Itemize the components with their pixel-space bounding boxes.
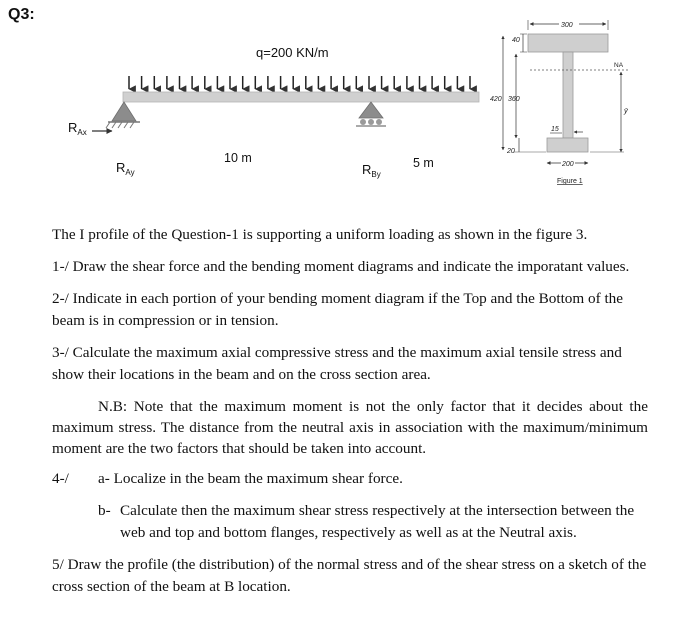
- question-3: 3-/ Calculate the maximum axial compressive stress and the maximum axial tensile stress and show their locations in the beam and on the cross section area.: [52, 344, 622, 383]
- question-1: 1-/ Draw the shear force and the bending moment diagrams and indicate the imporatant values.: [52, 258, 630, 275]
- distributed-load-arrows: [129, 76, 470, 89]
- question-4b-text: Calculate then the maximum shear stress respectively at the intersection between the web and top and bottom flanges, respectively as well as at the Neutral axis.: [120, 502, 635, 541]
- i-section: [490, 19, 630, 185]
- reaction-ay-label: $R_{Ay}$: [116, 160, 135, 177]
- neutral-axis-label: NA: [614, 62, 624, 69]
- figure-3: [0, 0, 700, 205]
- figure-caption: Figure 1: [557, 178, 583, 185]
- flange-thickness-label: 40: [512, 37, 520, 44]
- depth-total-label: 420: [490, 96, 502, 103]
- question-4-number: 4-/: [52, 470, 69, 487]
- web-thickness-label: 15: [551, 126, 559, 133]
- question-2: 2-/ Indicate in each portion of your bending moment diagram if the Top and the Bottom of the beam is in compression or in tension.: [52, 290, 623, 329]
- flange-width-label: 300: [561, 22, 573, 29]
- question-5: 5/ Draw the profile (the distribution) of the normal stress and of the shear stress on a sketch of the cross section of the beam at B location.: [52, 556, 647, 595]
- y-bar-label: ȳ: [624, 106, 628, 115]
- question-label: Q3:: [8, 6, 35, 23]
- web: [563, 52, 573, 138]
- reaction-ax-label: $R_{Ax}$: [68, 120, 87, 137]
- support-b: [356, 102, 386, 126]
- question-4a: a- Localize in the beam the maximum shear force.: [98, 470, 403, 487]
- note-paragraph: N.B: Note that the maximum moment is not the only factor that it decides about the maximum stress. The distance from the neutral axis in association with the maximum/minimum moment are the two factors that should be taken into account.: [52, 398, 648, 457]
- span-left-label: 10 m: [224, 151, 252, 165]
- span-right-label: 5 m: [413, 156, 434, 170]
- beam: [123, 92, 479, 102]
- depth-web-label: 360: [508, 96, 520, 103]
- reaction-by-label: $R_{By}$: [362, 162, 381, 179]
- bottom-width-label: 200: [562, 161, 574, 168]
- question-4b-label: b-: [98, 502, 111, 519]
- intro-paragraph: The I profile of the Question-1 is supporting a uniform loading as shown in the figure 3.: [52, 226, 588, 243]
- top-flange: [528, 34, 608, 52]
- bottom-flange-thickness-label: 20: [507, 148, 515, 155]
- bottom-flange: [547, 138, 588, 152]
- support-a: [106, 102, 140, 128]
- load-label: q=200 KN/m: [256, 45, 329, 60]
